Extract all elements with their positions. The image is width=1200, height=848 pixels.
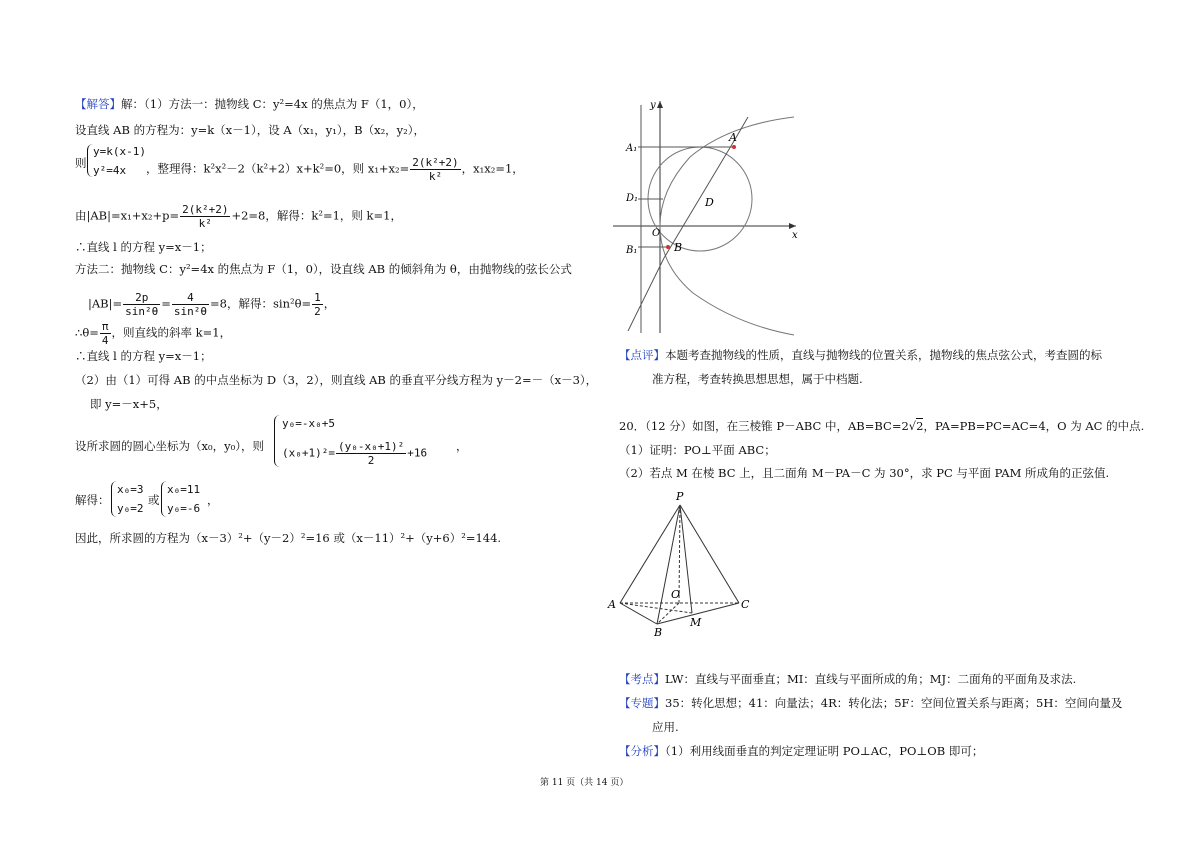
circle [648,147,752,251]
brace [274,415,280,467]
label-a: A [608,598,616,611]
edge-am [620,603,692,613]
point-b [666,245,670,249]
comment-line-2: 准方程，考查转换思想思想，属于中档题. [652,372,863,386]
fraction: $\frac{\text{2(k²+2)}}{\text{k²}}$ [182,203,229,230]
system-eq-2: (x₀+1)²= $\frac{\text{(y₀-x₀+1)²}}{2}$ +16 [282,440,428,467]
label-d: D [705,196,714,209]
system-eq-1: y=k(x-1) [93,145,146,158]
x-axis-label: x [792,230,798,241]
solution-2a: x₀=11 [167,483,201,496]
label-b: B [654,626,663,638]
label-c: C [741,598,750,611]
q20-line-2: （1）证明：PO⊥平面 ABC； [619,443,776,457]
parabola-circle-figure [608,95,808,340]
answer-line-4: 由|AB|=x₁+x₂+p= $\frac{\text{2(k²+2)}}{\text{k²}}$ +2=8，解得：k²=1，则 k=1， [75,203,402,230]
fenxi-tag: 【分析】 [619,744,665,758]
kaodian-line: 【考点】LW：直线与平面垂直；MI：直线与平面所成的角；MJ：二面角的平面角及求法. [619,672,1077,686]
fraction: $\frac{\pi}{4}$ [101,320,109,347]
answer-line-6: 方法二：抛物线 C：y²=4x 的焦点为 F（1，0），设直线 AB 的倾斜角为 θ，由抛物线的弦长公式 [75,262,572,276]
label-b1: B₁ [626,245,638,256]
answer-line-12-prefix: 设所求圆的圆心坐标为（x₀，y₀），则 [75,439,264,453]
fraction: $\frac{2p}{\text{sin²θ}}$ [125,291,159,318]
solution-2b: y₀=-6 [167,502,201,515]
or-word: 或 [148,493,160,507]
page-footer: 第 11 页（共 14 页） [540,778,629,788]
answer-line-10: （2）由（1）可得 AB 的中点坐标为 D（3，2），则直线 AB 的垂直平分线方程为 y－2=－（x－3）， [75,373,598,387]
fraction: $\frac{1}{2}$ [314,291,321,318]
label-o: O [652,228,661,239]
solution-1a: x₀=3 [117,483,144,496]
solution-1b: y₀=2 [117,502,144,515]
answer-line-7: |AB|= $\frac{2p}{\text{sin²θ}}$ = $\frac{4}{\text{sin²θ}}$ =8，解得：sin²θ= $\frac{1}{2}$ ， [88,291,336,318]
answer-line-2: 设直线 AB 的方程为：y=k（x－1），设 A（x₁，y₁），B（x₂，y₂）， [75,123,426,137]
answer-line-1: 【解答】解：（1）方法一：抛物线 C：y²=4x 的焦点为 F（1，0）， [75,97,424,111]
zhuanti-tag: 【专题】 [619,696,665,710]
label-m: M [690,616,702,629]
q20-line-3: （2）若点 M 在棱 BC 上，且二面角 M－PA－C 为 30°，求 PC 与平面 PAM 所成角的正弦值. [619,466,1110,480]
fraction: $\frac{\text{(y₀-x₀+1)²}}{2}$ [337,440,405,467]
zhuanti-line-2: 应用. [652,720,679,734]
fraction: $\frac{4}{\text{sin²θ}}$ [173,291,208,318]
answer-line-8: ∴θ= $\frac{\pi}{4}$ ，则直线的斜率 k=1， [75,320,232,347]
label-p: P [676,490,684,503]
zhuanti-line-1: 【专题】35：转化思想；41：向量法；4R：转化法；5F：空间位置关系与距离；5H：空间向量及 [619,696,1123,710]
system-eq-1: y₀=-x₀+5 [282,417,335,430]
answer-line-9: ∴直线 l 的方程 y=x－1； [75,349,212,363]
label-o: O [671,588,681,601]
fenxi-line: 【分析】（1）利用线面垂直的判定定理证明 PO⊥AC，PO⊥OB 即可； [619,744,984,758]
comment-line-1: 【点评】本题考查抛物线的性质，直线与抛物线的位置关系，抛物线的焦点弦公式，考查圆的标 [619,348,1102,362]
answer-line-12-suffix: ， [456,439,468,453]
y-axis-label: y [650,100,656,111]
point-a [732,145,736,149]
answer-line-3: ，整理得：k²x²－2（k²+2）x+k²=0，则 x₁+x₂= $\frac{\text{2(k²+2)}}{\text{k²}}$ ，x₁x₂=1， [146,156,524,183]
kaodian-tag: 【考点】 [619,672,665,686]
answer-line-14: 因此，所求圆的方程为（x－3）²+（y－2）²=16 或（x－11）²+（y+6）²=144. [75,531,502,545]
q20-line-1: 20．（12 分）如图，在三棱锥 P－ABC 中，AB=BC=2√2，PA=PB=PC=AC=4，O 为 AC 的中点. [619,419,1145,433]
answer-tag: 【解答】 [75,97,121,111]
label-d1: D₁ [626,193,639,204]
system-eq-2: y²=4x [93,164,127,177]
answer-line-3-prefix: 则 [75,156,87,170]
answer-line-11: 即 y=－x+5， [90,397,168,411]
chord-ab-ext-low [628,258,664,331]
edge-ab [620,603,657,624]
answer-line-5: ∴直线 l 的方程 y=x－1； [75,240,212,254]
answer-line-13-prefix: 解得： [75,493,110,507]
fraction: $\frac{\text{2(k²+2)}}{\text{k²}}$ [412,156,459,183]
comment-tag: 【点评】 [619,348,665,362]
label-b: B [674,241,683,254]
label-a1: A₁ [626,143,638,154]
answer-line-13-suffix: ， [207,493,219,507]
sqrt-sign: √2 [908,419,924,433]
label-a: A [729,131,737,144]
pyramid-figure [605,488,765,638]
